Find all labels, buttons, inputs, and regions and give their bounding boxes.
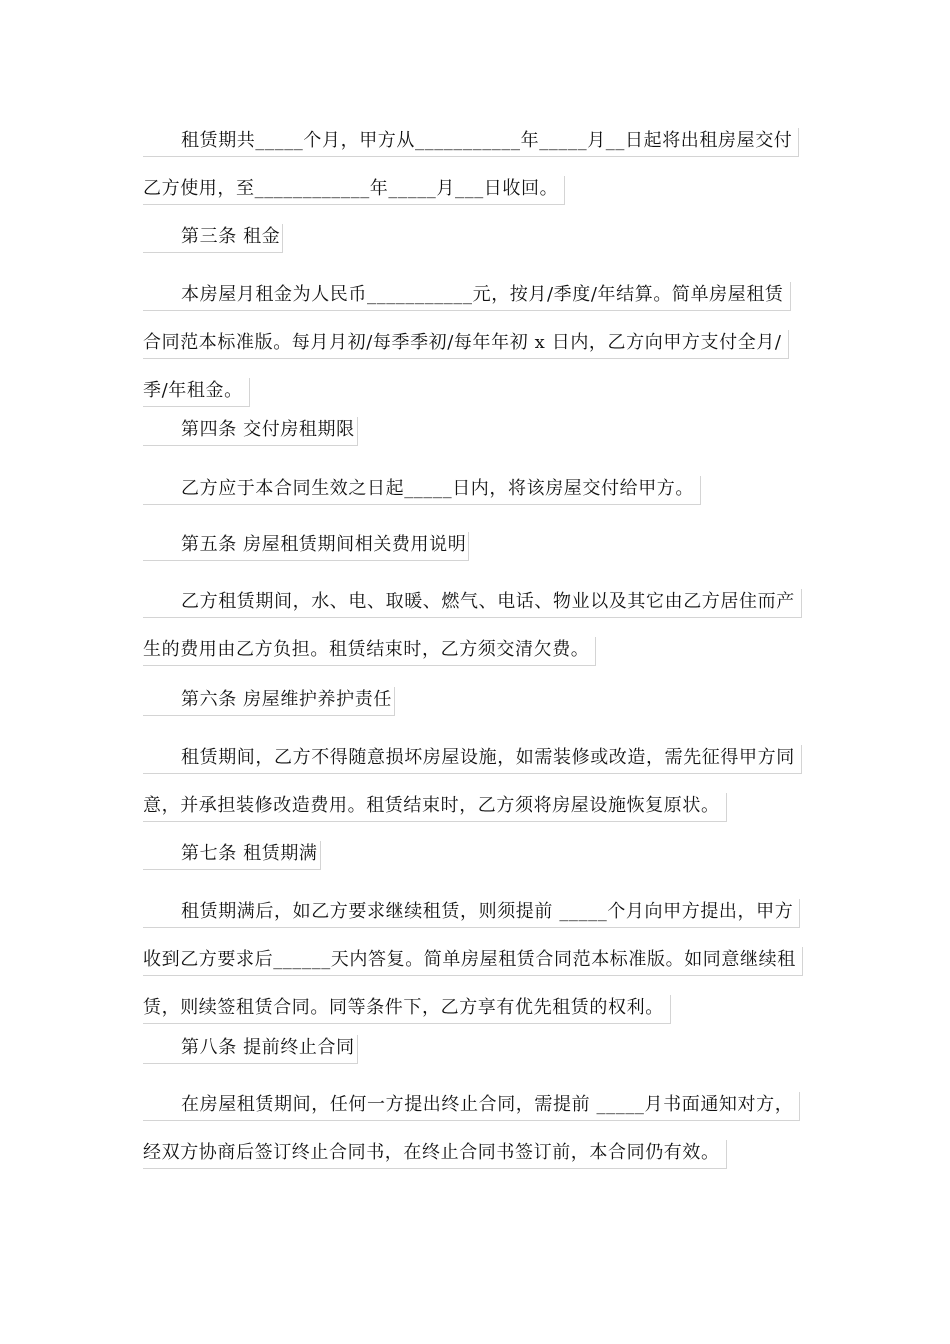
heading-text: 第三条 租金 [143, 224, 283, 253]
text-line: 意，并承担装修改造费用。租赁结束时，乙方须将房屋设施恢复原状。 [143, 793, 727, 822]
article-3-body [143, 271, 807, 415]
text-line: 在房屋租赁期间，任何一方提出终止合同，需提前 _____月书面通知对方， [143, 1092, 800, 1121]
article-3-heading [143, 213, 807, 261]
text-line: 合同范本标准版。每月月初/每季季初/每年年初 x 日内，乙方向甲方支付全月/ [143, 330, 789, 359]
article-4-body [143, 465, 807, 513]
paragraph-term-period [143, 117, 807, 213]
heading-text: 第八条 提前终止合同 [143, 1035, 358, 1064]
article-7-heading [143, 830, 807, 878]
text-line: 季/年租金。 [143, 378, 250, 407]
article-4-heading [143, 406, 807, 454]
text-line: 租赁期间，乙方不得随意损坏房屋设施，如需装修或改造，需先征得甲方同 [143, 745, 802, 774]
heading-text: 第七条 租赁期满 [143, 841, 321, 870]
text-line: 本房屋月租金为人民币___________元，按月/季度/年结算。简单房屋租赁 [143, 282, 791, 311]
text-line: 租赁期共_____个月，甲方从___________年_____月__日起将出租房屋交付 [143, 128, 799, 157]
heading-text: 第四条 交付房租期限 [143, 417, 358, 446]
text-line: 乙方使用，至____________年_____月___日收回。 [143, 176, 565, 205]
text-line: 租赁期满后，如乙方要求继续租赁，则须提前 _____个月向甲方提出，甲方 [143, 899, 800, 928]
article-8-body [143, 1081, 807, 1177]
text-line: 乙方应于本合同生效之日起_____日内，将该房屋交付给甲方。 [143, 476, 701, 505]
article-6-heading [143, 676, 807, 724]
text-line: 赁，则续签租赁合同。同等条件下，乙方享有优先租赁的权利。 [143, 995, 671, 1024]
text-line: 乙方租赁期间，水、电、取暖、燃气、电话、物业以及其它由乙方居住而产 [143, 589, 802, 618]
article-5-heading [143, 521, 807, 569]
text-line: 经双方协商后签订终止合同书，在终止合同书签订前，本合同仍有效。 [143, 1140, 727, 1169]
article-6-body [143, 734, 807, 830]
heading-text: 第六条 房屋维护养护责任 [143, 687, 395, 716]
article-5-body [143, 578, 807, 674]
text-line: 收到乙方要求后______天内答复。简单房屋租赁合同范本标准版。如同意继续租 [143, 947, 803, 976]
heading-text: 第五条 房屋租赁期间相关费用说明 [143, 532, 469, 561]
article-7-body [143, 888, 807, 1032]
text-line: 生的费用由乙方负担。租赁结束时，乙方须交清欠费。 [143, 637, 596, 666]
article-8-heading [143, 1024, 807, 1072]
